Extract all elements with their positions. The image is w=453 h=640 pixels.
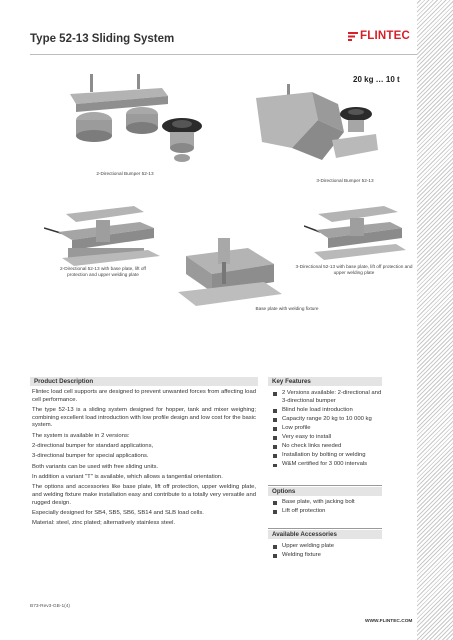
desc-paragraph: Both variants can be used with free sliding units. — [32, 463, 159, 470]
desc-paragraph: Flintec load cell supports are designed to prevent unwanted forces from affecting load cell performance. — [32, 389, 256, 403]
desc-paragraph: 2-directional bumper for standard applications, — [32, 443, 154, 449]
feature-item: No check links needed — [272, 443, 384, 451]
feature-item: Installation by bolting or welding — [272, 452, 384, 460]
bumper-2dir-photo — [62, 74, 214, 172]
accessory-item: Upper welding plate — [272, 543, 384, 551]
accessories-rule — [268, 528, 382, 529]
welding-fixture-photo — [178, 238, 286, 308]
caption-2dir-bumper: 2-Directional Bumper 52-13 — [96, 171, 154, 176]
option-item: Base plate, with jacking bolt — [272, 499, 384, 507]
feature-item: Blind hole load introduction — [272, 407, 384, 415]
caption-welding-fixture: Base plate with welding fixture — [255, 306, 319, 311]
hatched-margin — [417, 0, 453, 640]
caption-2dir-assembly: 2-Directional 52-13 with base plate, lift off protection and upper welding plate — [60, 266, 146, 277]
accessories-heading: Available Accessories — [272, 531, 337, 538]
desc-paragraph: Especially designed for SB4, SB5, SB6, SB14 and SLB load cells. — [32, 509, 204, 516]
options-list — [272, 499, 384, 517]
product-description-heading: Product Description — [34, 378, 94, 385]
desc-paragraph: The type 52-13 is a sliding system designed for hopper, tank and mixer weighing; combining excellent load introduction with low profile design and low cost for the basic system. — [32, 407, 256, 429]
bumper-3dir-photo — [252, 84, 382, 168]
capacity-range: 20 kg … 10 t — [353, 75, 400, 84]
feature-item: W&M certified for 3 000 intervals — [272, 461, 384, 469]
options-heading: Options — [272, 488, 296, 495]
brand-name: FLINTEC — [360, 30, 410, 42]
desc-paragraph: In addition a variant "T" is available, which allows a tangential orientation. — [32, 473, 223, 480]
accessories-list — [272, 543, 384, 561]
desc-paragraph: The system is available in 2 versions: — [32, 432, 130, 439]
feature-item: 2 Versions available: 2-directional and 3-directional bumper — [272, 390, 384, 405]
desc-paragraph: Material: steel, zinc plated; alternatively stainless steel. — [32, 520, 176, 527]
document-code: B73-Rev3-GB-1(4) — [30, 604, 70, 609]
accessory-item: Welding fixture — [272, 552, 384, 560]
product-description-body — [32, 389, 256, 530]
feature-item: Capacity range 20 kg to 10 000 kg — [272, 416, 384, 424]
page-title: Type 52-13 Sliding System — [30, 33, 175, 45]
assembly-3dir-photo — [304, 204, 408, 264]
feature-item: Very easy to install — [272, 434, 384, 442]
assembly-2dir-photo — [44, 204, 166, 266]
key-features-heading: Key Features — [272, 378, 311, 385]
feature-item: Low profile — [272, 425, 384, 433]
caption-3dir-assembly: 3-Directional 52-13 with base plate, lift off protection and upper welding plate — [295, 264, 413, 275]
caption-3dir-bumper: 3-Directional Bumper 52-13 — [316, 178, 374, 183]
footer-url[interactable]: WWW.FLINTEC.COM — [365, 619, 413, 624]
logo-mark-icon — [348, 32, 358, 41]
desc-paragraph: The options and accessories like base plate, lift off protection, upper welding plate, and welding fixture make installation easy and contribute to a totally very versatile and rugged design. — [32, 484, 256, 506]
option-item: Lift off protection — [272, 508, 384, 516]
flintec-logo — [348, 30, 410, 42]
options-rule — [268, 485, 382, 486]
key-features-list — [272, 390, 384, 470]
header-rule — [30, 54, 417, 55]
desc-paragraph: 3-directional bumper for special applications. — [32, 453, 149, 460]
